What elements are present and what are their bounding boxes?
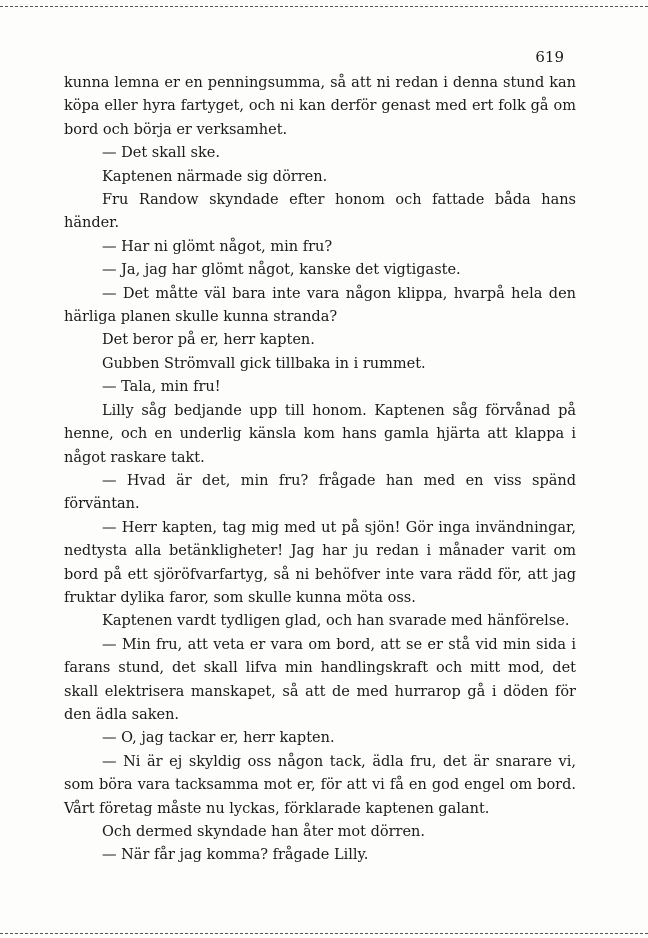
paragraph: — Det måtte väl bara inte vara någon klippa, hvarpå hela den härliga planen skulle kunna stranda?: [64, 285, 576, 326]
paragraph: Det beror på er, herr kapten.: [102, 332, 315, 349]
page-body: [64, 72, 576, 868]
paragraph: — Ni är ej skyldig oss någon tack, ädla fru, det är snarare vi, som böra vara tacksamma mot er, för att vi få en god engel om bord. Vårt företag måste nu lyckas, förklarade kaptenen galant.: [64, 753, 576, 817]
paragraph: Kaptenen närmade sig dörren.: [102, 168, 328, 185]
paragraph: — Herr kapten, tag mig med ut på sjön! Gör inga invändningar, nedtysta alla betänkligheter! Jag har ju redan i månader varit om bord på ett sjöröfvarfartyg, så ni behöfver inte vara rädd för, att jag fruktar dylika faror, som skulle kunna möta oss.: [64, 519, 576, 606]
paragraph: — Tala, min fru!: [102, 379, 221, 396]
paragraph: — När får jag komma? frågade Lilly.: [102, 847, 369, 864]
page-number: 619: [535, 48, 564, 66]
paragraph: — Det skall ske.: [102, 145, 220, 162]
paragraph: — Min fru, att veta er vara om bord, att se er stå vid min sida i farans stund, det skall lifva min handlingskraft och mitt mod, det skall elektrisera manskapet, så att de med hurrarop gå i döden för den ädla saken.: [64, 636, 576, 723]
paragraph: — Hvad är det, min fru? frågade han med en viss spänd förväntan.: [64, 472, 576, 513]
paragraph: kunna lemna er en penningsumma, så att ni redan i denna stund kan köpa eller hyra fartyget, och ni kan derför genast med ert folk gå om bord och börja er verksamhet.: [64, 75, 576, 138]
paragraph: Lilly såg bedjande upp till honom. Kaptenen såg förvånad på henne, och en underlig känsla kom hans gamla hjärta att klappa i något raskare takt.: [64, 402, 576, 466]
top-dashed-rule: [0, 6, 648, 7]
paragraph: — Har ni glömt något, min fru?: [102, 238, 333, 255]
paragraph: Gubben Strömvall gick tillbaka in i rummet.: [102, 355, 426, 372]
paragraph: Fru Randow skyndade efter honom och fattade båda hans händer.: [64, 192, 576, 232]
paragraph: Kaptenen vardt tydligen glad, och han svarade med hänförelse.: [102, 613, 570, 630]
paragraph: Och dermed skyndade han åter mot dörren.: [102, 824, 425, 840]
paragraph: — Ja, jag har glömt något, kanske det vigtigaste.: [102, 262, 461, 279]
paragraph: — O, jag tackar er, herr kapten.: [102, 730, 335, 747]
bottom-dashed-rule: [0, 933, 648, 934]
